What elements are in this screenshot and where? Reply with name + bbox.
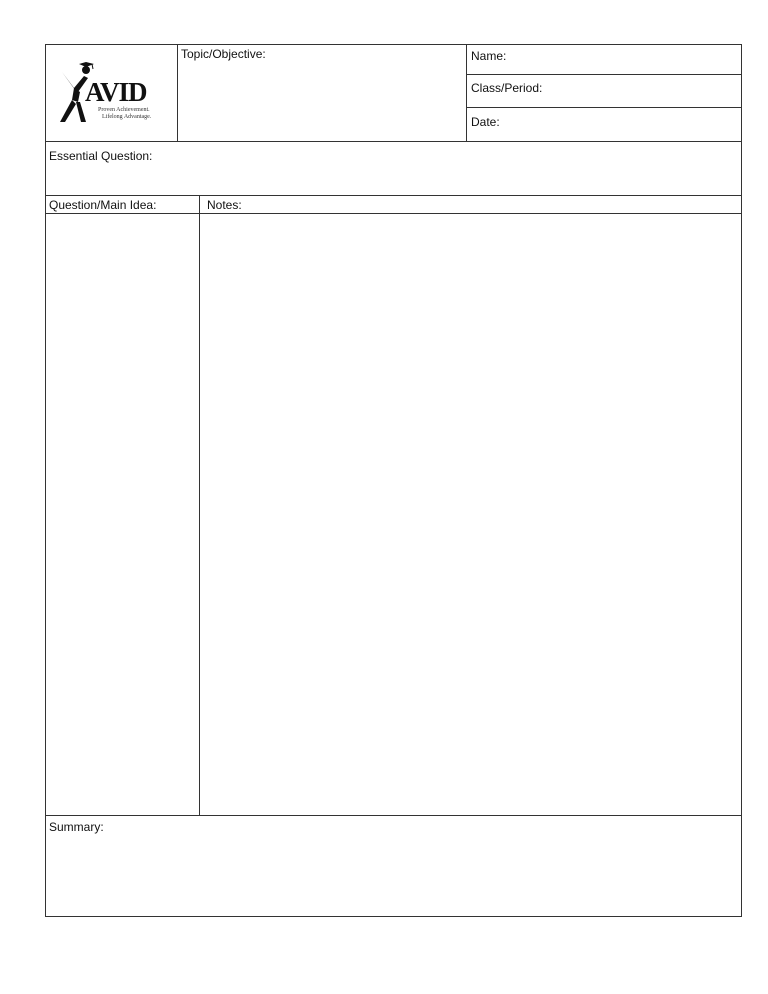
logo-topic-divider (177, 44, 178, 141)
column-header-divider (45, 213, 742, 214)
avid-logo (52, 56, 170, 126)
name-class-divider (466, 74, 742, 75)
header-bottom-divider (45, 141, 742, 142)
question-main-idea-label: Question/Main Idea: (49, 198, 157, 212)
cornell-notes-form (45, 44, 742, 917)
topic-objective-label: Topic/Objective: (181, 47, 266, 61)
logo-tagline-line1: Proven Achievement. (98, 107, 150, 113)
logo-wordmark: AVID (85, 77, 147, 107)
logo-tagline-line2: Lifelong Advantage. (102, 114, 152, 120)
essential-question-bottom-divider (45, 195, 742, 196)
class-period-label: Class/Period: (471, 81, 543, 95)
date-label: Date: (471, 115, 500, 129)
summary-label: Summary: (49, 820, 104, 834)
essential-question-label: Essential Question: (49, 149, 153, 163)
name-label: Name: (471, 49, 507, 63)
class-date-divider (466, 107, 742, 108)
summary-top-divider (45, 815, 742, 816)
notes-label: Notes: (207, 198, 242, 212)
topic-name-divider (466, 44, 467, 141)
question-notes-divider (199, 195, 200, 815)
